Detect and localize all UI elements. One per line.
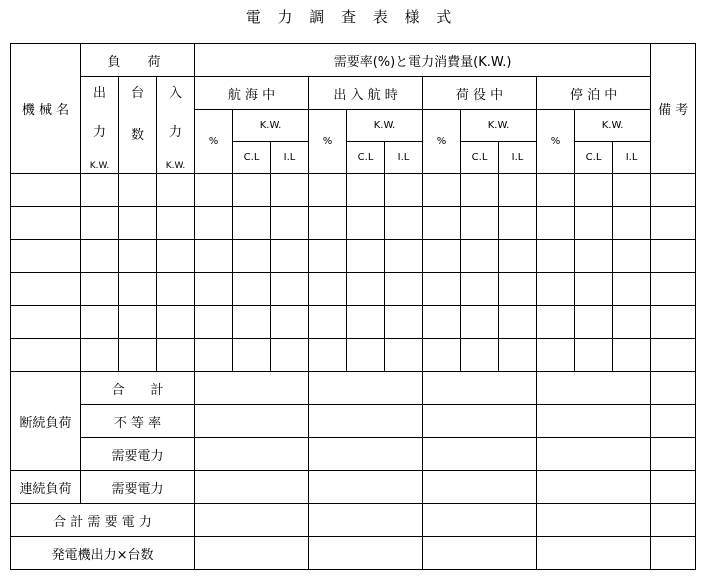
- phase-header-anchored: 停 泊 中: [537, 77, 651, 110]
- summary-cell[interactable]: [309, 405, 423, 438]
- diversity-factor-label: 不 等 率: [81, 405, 195, 438]
- table-cell[interactable]: [499, 207, 537, 240]
- table-cell[interactable]: [195, 273, 233, 306]
- table-cell[interactable]: [271, 339, 309, 372]
- table-cell[interactable]: [423, 207, 461, 240]
- table-cell[interactable]: [119, 306, 157, 339]
- table-cell[interactable]: [575, 339, 613, 372]
- table-cell[interactable]: [81, 339, 119, 372]
- table-cell[interactable]: [233, 273, 271, 306]
- table-cell[interactable]: [309, 273, 347, 306]
- table-cell[interactable]: [11, 207, 81, 240]
- percent-header: %: [423, 110, 461, 174]
- table-cell[interactable]: [423, 174, 461, 207]
- table-cell[interactable]: [423, 306, 461, 339]
- intermittent-load-label: 断続負荷: [11, 372, 81, 471]
- phase-header-port-entry: 出 入 航 時: [309, 77, 423, 110]
- input-unit: K.W.: [165, 160, 186, 171]
- table-cell[interactable]: [271, 240, 309, 273]
- cl-header: C.L: [347, 142, 385, 174]
- phase-header-cargo: 荷 役 中: [423, 77, 537, 110]
- table-cell[interactable]: [651, 273, 696, 306]
- summary-cell[interactable]: [423, 504, 537, 537]
- table-cell[interactable]: [347, 174, 385, 207]
- table-cell[interactable]: [651, 240, 696, 273]
- table-cell[interactable]: [651, 339, 696, 372]
- table-cell[interactable]: [347, 306, 385, 339]
- table-cell[interactable]: [271, 174, 309, 207]
- table-row: [11, 306, 696, 339]
- demand-rate-header: 需要率(%)と電力消費量(K.W.): [195, 44, 651, 77]
- table-cell[interactable]: [11, 306, 81, 339]
- table-cell[interactable]: [537, 174, 575, 207]
- summary-cell[interactable]: [309, 471, 423, 504]
- summary-cell[interactable]: [537, 438, 651, 471]
- table-row: [11, 207, 696, 240]
- table-cell[interactable]: [651, 207, 696, 240]
- table-cell[interactable]: [385, 273, 423, 306]
- table-cell[interactable]: [461, 207, 499, 240]
- summary-cell[interactable]: [423, 372, 537, 405]
- summary-cell[interactable]: [423, 537, 537, 570]
- table-cell[interactable]: [347, 207, 385, 240]
- summary-cell[interactable]: [423, 438, 537, 471]
- summary-cell[interactable]: [309, 504, 423, 537]
- summary-cell[interactable]: [537, 405, 651, 438]
- table-cell[interactable]: [11, 240, 81, 273]
- summary-cell[interactable]: [195, 405, 309, 438]
- table-cell[interactable]: [233, 240, 271, 273]
- table-cell[interactable]: [347, 339, 385, 372]
- table-cell[interactable]: [385, 174, 423, 207]
- table-cell[interactable]: [461, 306, 499, 339]
- table-cell[interactable]: [537, 273, 575, 306]
- input-label-top: 入: [169, 85, 183, 101]
- table-cell[interactable]: [347, 240, 385, 273]
- table-cell[interactable]: [195, 240, 233, 273]
- table-cell[interactable]: [81, 273, 119, 306]
- summary-cell[interactable]: [423, 405, 537, 438]
- phase-header-voyage: 航 海 中: [195, 77, 309, 110]
- table-cell[interactable]: [233, 339, 271, 372]
- table-cell[interactable]: [575, 306, 613, 339]
- table-cell[interactable]: [119, 273, 157, 306]
- table-cell[interactable]: [499, 273, 537, 306]
- table-cell[interactable]: [499, 240, 537, 273]
- continuous-demand-power-label: 需要電力: [81, 471, 195, 504]
- remarks-header: 備 考: [651, 44, 696, 174]
- count-label-top: 台: [130, 85, 144, 101]
- table-cell[interactable]: [271, 273, 309, 306]
- summary-cell[interactable]: [651, 405, 696, 438]
- table-cell[interactable]: [11, 339, 81, 372]
- table-cell[interactable]: [461, 273, 499, 306]
- table-cell[interactable]: [613, 339, 651, 372]
- table-cell[interactable]: [309, 240, 347, 273]
- summary-cell[interactable]: [651, 471, 696, 504]
- output-label-bottom: 力: [92, 125, 106, 140]
- table-cell[interactable]: [233, 174, 271, 207]
- percent-header: %: [309, 110, 347, 174]
- table-cell[interactable]: [157, 339, 195, 372]
- table-cell[interactable]: [157, 207, 195, 240]
- table-cell[interactable]: [119, 339, 157, 372]
- table-cell[interactable]: [309, 207, 347, 240]
- table-cell[interactable]: [11, 174, 81, 207]
- summary-cell[interactable]: [195, 504, 309, 537]
- output-unit: K.W.: [89, 160, 110, 171]
- table-cell[interactable]: [575, 240, 613, 273]
- kw-header: K.W.: [233, 110, 309, 142]
- cl-header: C.L: [233, 142, 271, 174]
- table-cell[interactable]: [157, 174, 195, 207]
- summary-cell[interactable]: [195, 372, 309, 405]
- total-label: 合 計: [81, 372, 195, 405]
- cl-header: C.L: [461, 142, 499, 174]
- table-cell[interactable]: [651, 306, 696, 339]
- table-cell[interactable]: [347, 273, 385, 306]
- table-cell[interactable]: [613, 207, 651, 240]
- table-cell[interactable]: [385, 306, 423, 339]
- output-header: [81, 77, 119, 174]
- table-cell[interactable]: [157, 306, 195, 339]
- count-header: [119, 77, 157, 174]
- table-cell[interactable]: [461, 174, 499, 207]
- table-cell[interactable]: [309, 339, 347, 372]
- table-row: [11, 174, 696, 207]
- summary-cell[interactable]: [537, 372, 651, 405]
- table-cell[interactable]: [157, 240, 195, 273]
- table-cell[interactable]: [423, 240, 461, 273]
- table-cell[interactable]: [81, 240, 119, 273]
- summary-cell[interactable]: [195, 537, 309, 570]
- summary-cell[interactable]: [651, 504, 696, 537]
- table-cell[interactable]: [385, 207, 423, 240]
- table-cell[interactable]: [537, 240, 575, 273]
- form-title: 電 力 調 査 表 様 式: [245, 8, 458, 26]
- il-header: I.L: [271, 142, 309, 174]
- table-cell[interactable]: [575, 174, 613, 207]
- table-cell[interactable]: [119, 207, 157, 240]
- table-cell[interactable]: [537, 339, 575, 372]
- table-cell[interactable]: [613, 240, 651, 273]
- summary-cell[interactable]: [309, 438, 423, 471]
- table-row: [11, 339, 696, 372]
- table-cell[interactable]: [195, 306, 233, 339]
- table-cell[interactable]: [537, 306, 575, 339]
- kw-header: K.W.: [575, 110, 651, 142]
- table-cell[interactable]: [309, 306, 347, 339]
- generator-output-label: 発電機出力×台数: [11, 537, 195, 570]
- table-cell[interactable]: [271, 306, 309, 339]
- table-row: [11, 273, 696, 306]
- input-header: [157, 77, 195, 174]
- summary-cell[interactable]: [423, 471, 537, 504]
- table-cell[interactable]: [385, 339, 423, 372]
- table-cell[interactable]: [233, 306, 271, 339]
- table-cell[interactable]: [499, 306, 537, 339]
- table-cell[interactable]: [461, 240, 499, 273]
- kw-header: K.W.: [461, 110, 537, 142]
- table-cell[interactable]: [651, 174, 696, 207]
- table-cell[interactable]: [195, 339, 233, 372]
- summary-cell[interactable]: [537, 471, 651, 504]
- summary-cell[interactable]: [195, 438, 309, 471]
- demand-power-label: 需要電力: [81, 438, 195, 471]
- percent-header: %: [195, 110, 233, 174]
- table-cell[interactable]: [119, 174, 157, 207]
- machine-name-header: 機 械 名: [11, 44, 81, 174]
- summary-cell[interactable]: [309, 372, 423, 405]
- il-header: I.L: [499, 142, 537, 174]
- summary-cell[interactable]: [651, 438, 696, 471]
- input-label-bottom: 力: [169, 125, 183, 140]
- table-cell[interactable]: [195, 174, 233, 207]
- continuous-load-label: 連続負荷: [11, 471, 81, 504]
- il-header: I.L: [385, 142, 423, 174]
- load-header: 負 荷: [81, 44, 195, 77]
- summary-cell[interactable]: [651, 372, 696, 405]
- table-cell[interactable]: [575, 207, 613, 240]
- table-cell[interactable]: [613, 174, 651, 207]
- summary-cell[interactable]: [309, 537, 423, 570]
- table-cell[interactable]: [499, 339, 537, 372]
- table-row: [11, 240, 696, 273]
- summary-cell[interactable]: [651, 537, 696, 570]
- table-cell[interactable]: [385, 240, 423, 273]
- table-cell[interactable]: [119, 240, 157, 273]
- il-header: I.L: [613, 142, 651, 174]
- power-survey-table: [10, 43, 696, 570]
- table-cell[interactable]: [423, 339, 461, 372]
- table-cell[interactable]: [613, 306, 651, 339]
- summary-cell[interactable]: [195, 471, 309, 504]
- percent-header: %: [537, 110, 575, 174]
- table-cell[interactable]: [309, 174, 347, 207]
- table-cell[interactable]: [537, 207, 575, 240]
- kw-header: K.W.: [347, 110, 423, 142]
- table-cell[interactable]: [575, 273, 613, 306]
- table-cell[interactable]: [461, 339, 499, 372]
- table-cell[interactable]: [423, 273, 461, 306]
- table-cell[interactable]: [613, 273, 651, 306]
- cl-header: C.L: [575, 142, 613, 174]
- summary-cell[interactable]: [537, 537, 651, 570]
- table-cell[interactable]: [233, 207, 271, 240]
- table-cell[interactable]: [157, 273, 195, 306]
- table-cell[interactable]: [11, 273, 81, 306]
- output-label-top: 出: [92, 85, 106, 101]
- table-cell[interactable]: [81, 306, 119, 339]
- summary-cell[interactable]: [537, 504, 651, 537]
- table-cell[interactable]: [195, 207, 233, 240]
- table-cell[interactable]: [81, 174, 119, 207]
- table-cell[interactable]: [499, 174, 537, 207]
- count-label-bottom: 数: [130, 127, 144, 143]
- table-cell[interactable]: [81, 207, 119, 240]
- total-demand-power-label: 合 計 需 要 電 力: [11, 504, 195, 537]
- table-cell[interactable]: [271, 207, 309, 240]
